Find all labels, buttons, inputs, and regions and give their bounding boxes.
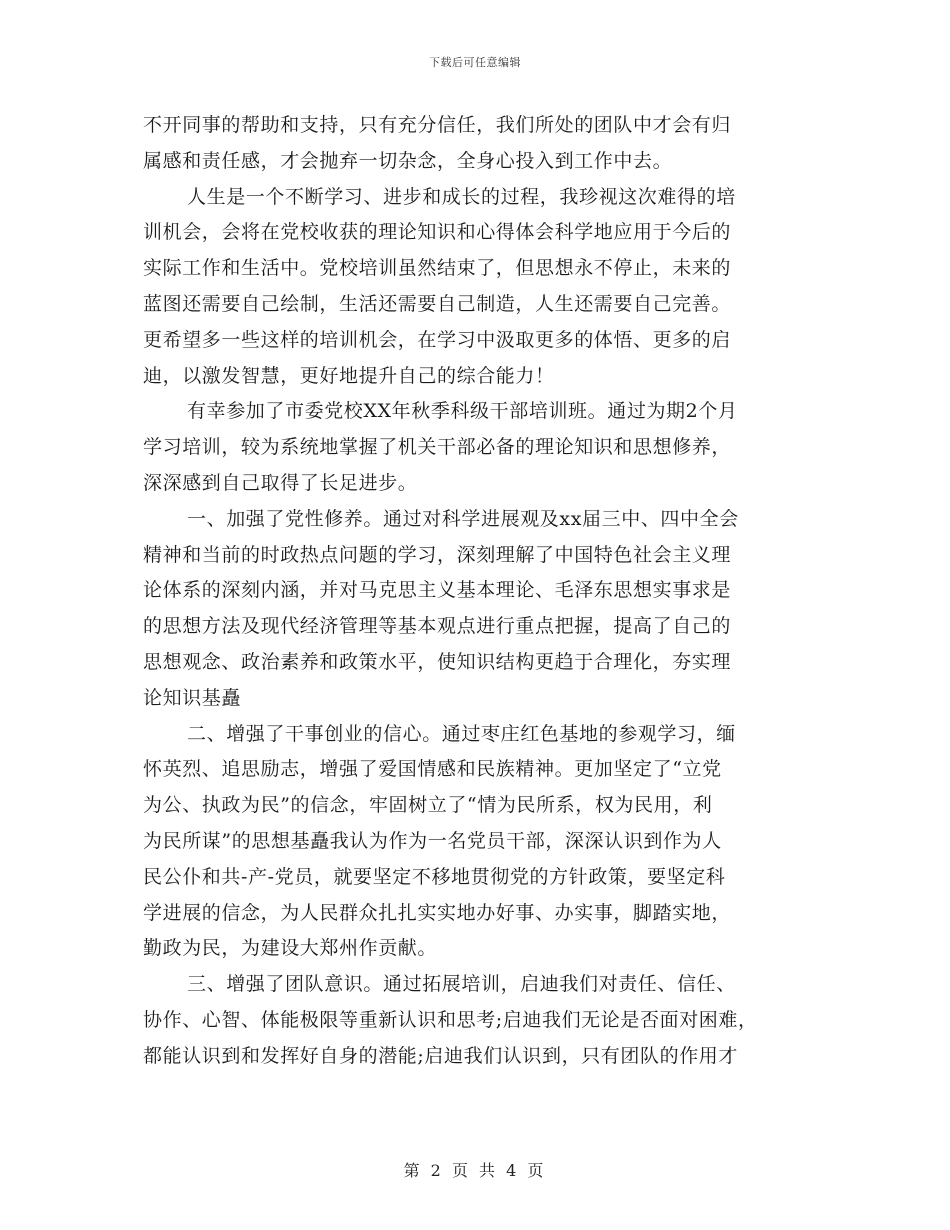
- text-line: 精神和当前的时政热点问题的学习，深刻理解了中国特色社会主义理: [143, 543, 732, 566]
- text-line: 为民所谋”的思想基矗我认为作为一名党员干部，深深认识到作为人: [143, 829, 722, 852]
- paragraph-start-line: 一、加强了党性修养。通过对科学进展观及xx届三中、四中全会: [187, 507, 739, 530]
- page-footer: 第 2 页 共 4 页: [403, 1161, 547, 1180]
- text-line: 属感和责任感，才会抛弃一切杂念，全身心投入到工作中去。: [143, 149, 673, 172]
- text-line: 学习培训，较为系统地掌握了机关干部必备的理论知识和思想修养，: [143, 436, 732, 459]
- text-line: 深深感到自己取得了长足进步。: [143, 471, 418, 494]
- text-line: 协作、心智、体能极限等重新认识和思考;启迪我们无论是否面对困难，: [143, 1008, 758, 1031]
- paragraph-start-line: 二、增强了干事创业的信心。通过枣庄红色基地的参观学习，缅: [187, 722, 736, 745]
- text-line: 民公仆和共-产-党员，就要坚定不移地贯彻党的方针政策，要坚定科: [143, 865, 726, 888]
- text-line: 蓝图还需要自己绘制，生活还需要自己制造，人生还需要自己完善。: [143, 292, 732, 315]
- text-line: 迪，以激发智慧，更好地提升自己的综合能力！: [143, 364, 555, 387]
- text-line: 更希望多一些这样的培训机会，在学习中汲取更多的体悟、更多的启: [143, 328, 732, 351]
- paragraph-start-line: 有幸参加了市委党校XX年秋季科级干部培训班。通过为期2个月: [187, 400, 738, 423]
- text-line: 论知识基矗: [143, 686, 242, 709]
- text-line: 学进展的信念，为人民群众扎扎实实地办好事、办实事，脚踏实地，: [143, 901, 732, 924]
- text-line: 训机会，会将在党校收获的理论知识和心得体会科学地应用于今后的: [143, 221, 732, 244]
- page-header: 下载后可任意编辑: [429, 56, 521, 69]
- text-line: 不开同事的帮助和支持，只有充分信任，我们所处的团队中才会有归: [143, 114, 732, 136]
- text-line: 论体系的深刻内涵，并对马克思主义基本理论、毛泽东思想实事求是: [143, 579, 732, 602]
- paragraph-start-line: 三、增强了团队意识。通过拓展培训，启迪我们对责任、信任、: [187, 973, 736, 996]
- text-line: 思想观念、政治素养和政策水平，使知识结构更趋于合理化，夯实理: [143, 650, 732, 673]
- document-body: [143, 108, 808, 1075]
- text-line: 实际工作和生活中。党校培训虽然结束了，但思想永不停止，未来的: [143, 257, 732, 280]
- text-line: 为公、执政为民”的信念，牢固树立了“情为民所系，权为民用，利: [143, 794, 713, 817]
- paragraph-start-line: 人生是一个不断学习、进步和成长的过程，我珍视这次难得的培: [187, 185, 736, 208]
- text-line: 都能认识到和发挥好自身的潜能;启迪我们认识到，只有团队的作用才: [143, 1044, 739, 1067]
- text-line: 的思想方法及现代经济管理等基本观点进行重点把握，提高了自己的: [143, 615, 732, 638]
- text-line: 勤政为民，为建设大郑州作贡献。: [143, 937, 438, 960]
- text-line: 怀英烈、追思励志，增强了爱国情感和民族精神。更加坚定了“立党: [143, 758, 722, 781]
